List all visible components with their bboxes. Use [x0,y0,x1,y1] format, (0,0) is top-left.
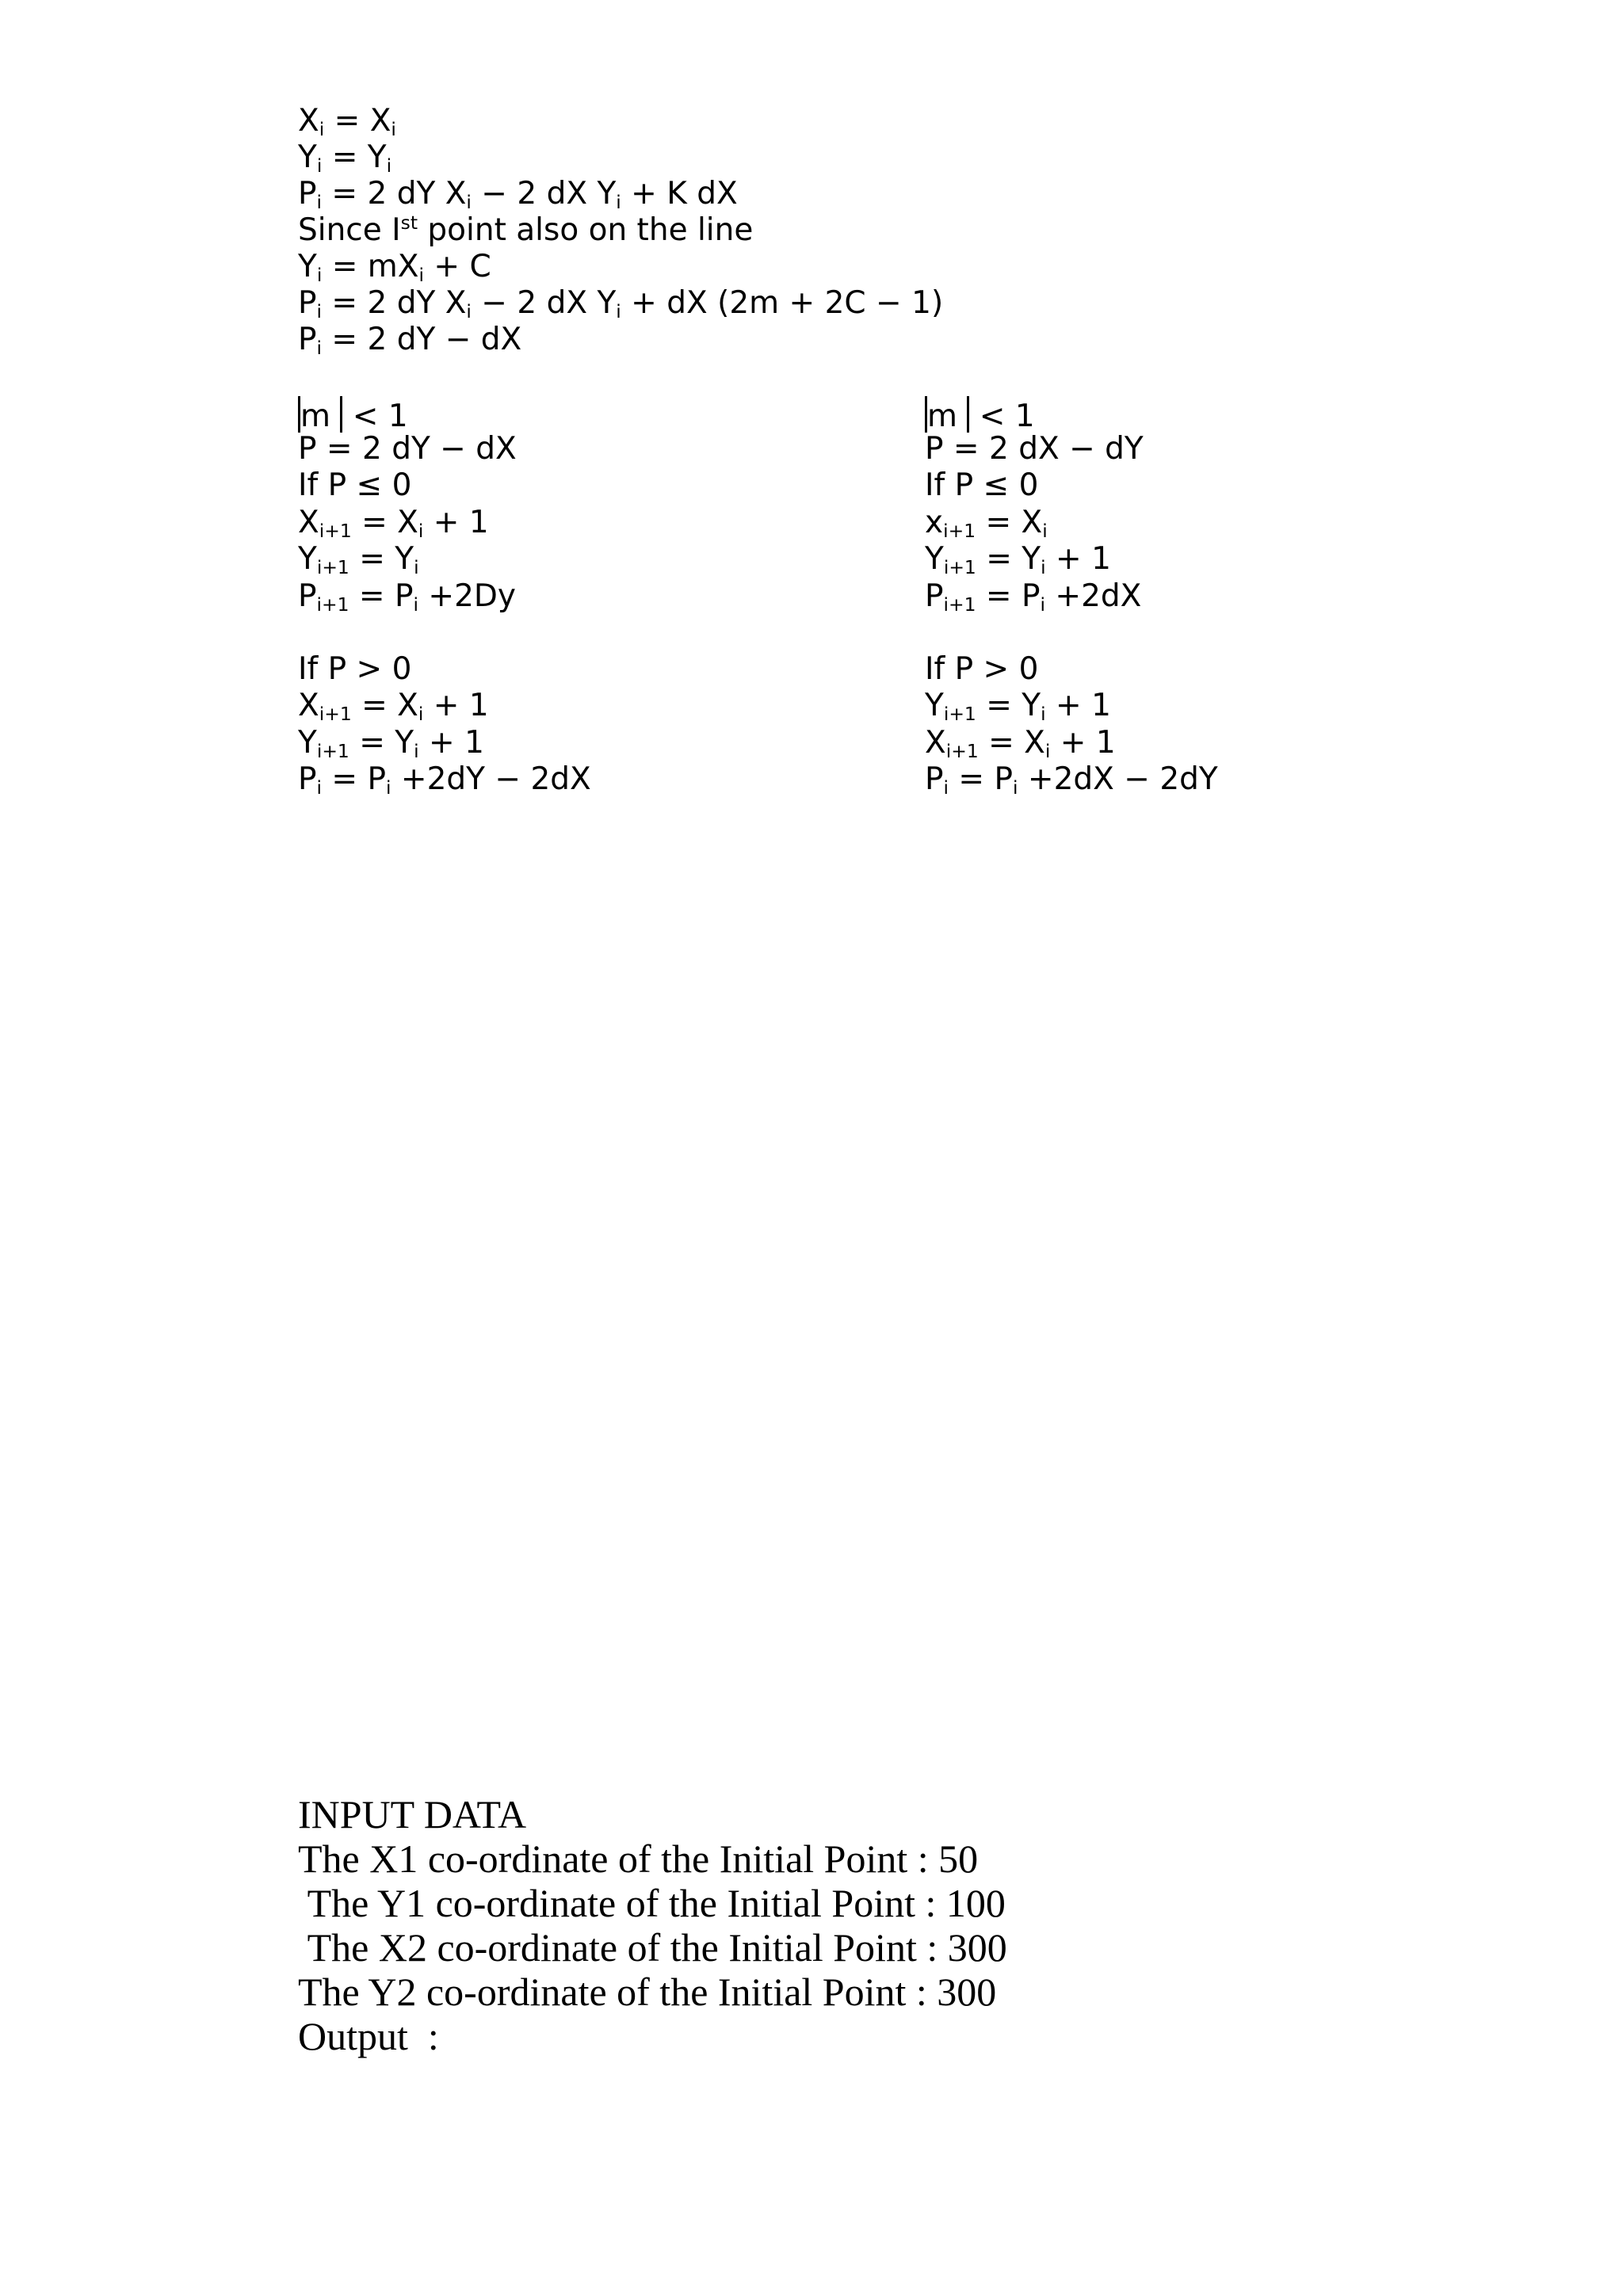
eq-text: = X [351,505,418,540]
subscript: i+1 [945,739,979,762]
eq-text: If P > 0 [925,651,1039,687]
eq-text: + K dX [621,176,738,212]
eq-text: X [298,505,319,540]
subscript: i [943,776,949,799]
eq-text: + 1 [1050,725,1116,761]
eq-text: = Y [976,541,1041,577]
eq-text: X [298,688,319,723]
eq-text: P = 2 dY − dX [298,431,517,467]
subscript: i [1013,776,1018,799]
eq-text: = X [351,688,418,723]
eq-text: +2dX [1045,578,1142,614]
y2-coordinate-line: The Y2 co-ordinate of the Initial Point : 300 [298,1970,997,2014]
subscript: i [1041,702,1046,725]
subscript: i [1044,739,1051,762]
eq-line [925,396,1035,433]
eq-text: = P [976,578,1041,614]
subscript: i+1 [943,555,976,578]
eq-line [925,541,1111,578]
x2-coordinate-line: The X2 co-ordinate of the Initial Point : 300 [298,1925,1007,1970]
eq-text: P [925,761,944,797]
eq-line [925,505,1048,542]
subscript: i [316,776,323,799]
eq-line [925,467,1039,503]
eq-line [298,176,738,213]
subscript: i+1 [943,702,976,725]
eq-text: < 1 [342,399,408,434]
eq-text: = 2 dY − dX [322,322,522,357]
eq-text: + 1 [418,725,484,761]
eq-line [925,688,1111,725]
eq-text: x [925,505,944,540]
eq-text: +2dX − 2dY [1018,761,1218,797]
eq-line [925,725,1116,762]
eq-text: Since I [298,212,401,248]
eq-text: point also on the line [418,212,754,248]
subscript: i [316,336,323,359]
eq-text: If P > 0 [298,651,412,687]
subscript: i [616,299,621,322]
subscript: i [466,190,472,213]
subscript: i [1042,519,1048,542]
eq-text: = X [324,103,391,139]
subscript: i [414,555,419,578]
eq-text: − 2 dX Y [471,176,617,212]
eq-line [925,578,1142,616]
eq-text: + 1 [423,688,489,723]
eq-line [298,505,489,542]
eq-text: Y [925,541,944,577]
eq-line [298,541,419,578]
eq-text: Y [298,541,317,577]
subscript: i+1 [316,739,349,762]
subscript: i+1 [943,593,976,616]
eq-text: + C [424,249,491,284]
eq-text: Y [298,139,317,175]
eq-line [298,249,491,286]
subscript: i [418,702,424,725]
subscript: i [316,263,323,286]
eq-line [298,578,517,616]
subscript: i [418,263,425,286]
subscript: i+1 [319,519,352,542]
subscript: i+1 [319,702,352,725]
eq-text: = mX [322,249,419,284]
eq-text: + 1 [1045,688,1111,723]
subscript: i [316,299,323,322]
eq-line [298,103,396,140]
subscript: i [413,593,419,616]
eq-line [925,431,1144,467]
eq-text: P = 2 dX − dY [925,431,1144,467]
subscript: i [319,117,325,140]
input-data-heading: INPUT DATA [298,1792,527,1836]
eq-text: Y [925,688,944,723]
eq-line [925,761,1218,799]
subscript: i [316,154,323,177]
subscript: i [616,190,621,213]
eq-text: = Y [976,688,1041,723]
eq-text: +2dY − 2dX [391,761,591,797]
eq-line [298,285,944,322]
eq-text: m [300,399,341,434]
subscript: i [414,739,419,762]
eq-text: P [298,322,317,357]
eq-line [298,651,412,687]
eq-text: = P [949,761,1014,797]
eq-text: X [298,103,319,139]
eq-text: If P ≤ 0 [298,467,412,503]
eq-line [298,725,484,762]
eq-text: +2Dy [418,578,517,614]
eq-text: = Y [349,725,414,761]
eq-text: = P [349,578,414,614]
eq-text: m [927,399,968,434]
subscript: i [386,154,392,177]
eq-text: X [925,725,946,761]
eq-text: P [925,578,944,614]
subscript: i+1 [316,593,349,616]
eq-text: P [298,285,317,321]
eq-line [925,651,1039,687]
eq-line [298,396,408,433]
eq-text: Y [298,725,317,761]
eq-text: = 2 dY X [322,176,467,212]
subscript: i [466,299,472,322]
eq-text: + dX (2m + 2C − 1) [621,285,944,321]
eq-text: + 1 [1045,541,1111,577]
subscript: i [1041,555,1046,578]
eq-line [298,322,522,359]
eq-text: − 2 dX Y [471,285,617,321]
eq-text: = Y [349,541,414,577]
eq-text: = 2 dY X [322,285,467,321]
subscript: i [316,190,323,213]
eq-text: Y [298,249,317,284]
eq-line [298,431,517,467]
eq-text: P [298,578,317,614]
eq-text: P [298,176,317,212]
eq-line [298,211,754,248]
subscript: i [386,776,391,799]
subscript: i [418,519,424,542]
y1-coordinate-line: The Y1 co-ordinate of the Initial Point : 100 [298,1881,1006,1925]
eq-text: + 1 [423,505,489,540]
subscript: i+1 [316,555,349,578]
eq-text: If P ≤ 0 [925,467,1039,503]
superscript: st [400,211,418,234]
subscript: i+1 [943,519,976,542]
eq-line [298,139,392,177]
x1-coordinate-line: The X1 co-ordinate of the Initial Point : 50 [298,1836,979,1881]
eq-line [298,688,489,725]
subscript: i [1040,593,1046,616]
eq-text: P [298,761,317,797]
subscript: i [391,117,396,140]
eq-text: = P [322,761,387,797]
eq-text: < 1 [969,399,1035,434]
eq-text: = X [976,505,1043,540]
output-label: Output : [298,2014,439,2058]
eq-text: = X [978,725,1045,761]
eq-line [298,761,591,799]
eq-line [298,467,412,503]
eq-text: = Y [322,139,387,175]
